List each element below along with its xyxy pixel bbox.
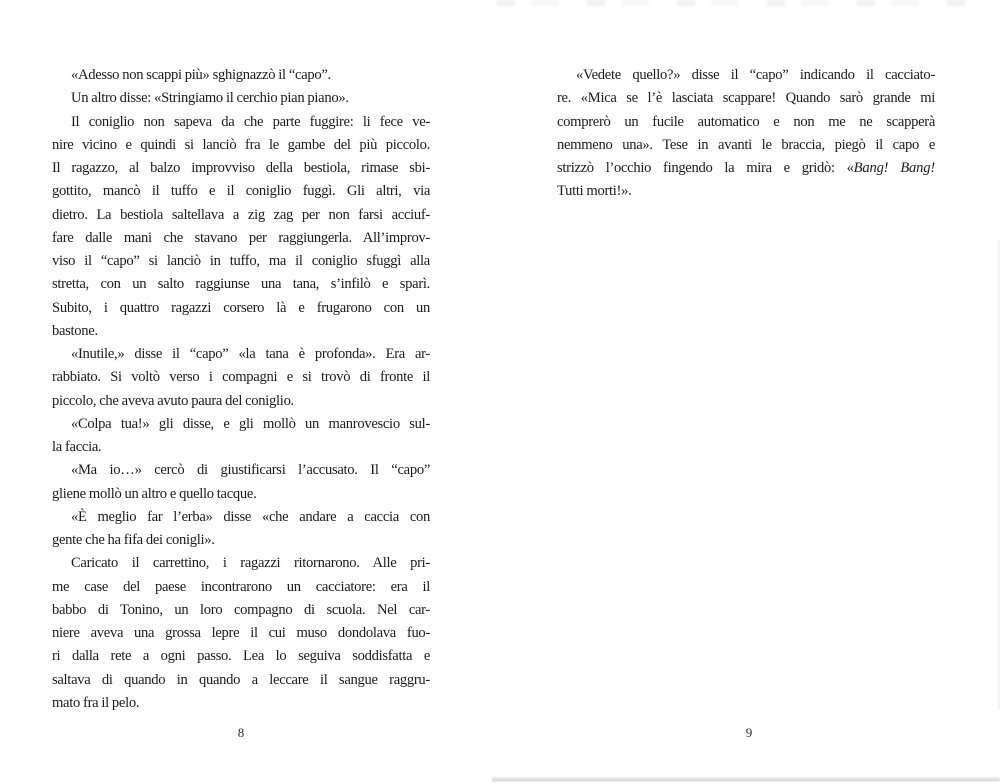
text-line: comprerò un fucile automatico e non me ne scapperà [557, 113, 935, 130]
text-line: me case del paese incontrarono un cacciatore: era il [52, 578, 430, 595]
right-page-text [557, 64, 935, 204]
scan-bleed-artifact [497, 0, 965, 6]
text-line: babbo di Tonino, un loro compagno di scuola. Nel car- [52, 601, 430, 618]
text-line: Il coniglio non sapeva da che parte fuggire: li fece ve- [71, 113, 430, 130]
text-line: mato fra il pelo. [52, 694, 140, 711]
text-line: «Inutile,» disse il “capo” «la tana è profonda». Era ar- [71, 346, 430, 362]
text-line: saltava di quando in quando a leccare il sangue raggru- [52, 671, 430, 688]
text-line: Subito, i quattro ragazzi corsero là e frugarono con un [52, 299, 430, 316]
page-edge-shadow [492, 776, 1000, 782]
text-line: la faccia. [52, 439, 102, 455]
text-line: «Colpa tua!» gli disse, e gli mollò un manrovescio sul- [71, 415, 430, 432]
text-line: gente che ha fifa dei conigli». [52, 532, 215, 548]
text-line: niere aveva una grossa lepre il cui muso dondolava fuo- [52, 625, 430, 641]
text-line: nire vicino e quindi si lanciò fra le gambe del più piccolo. [52, 136, 430, 153]
text-line: «Ma io…» cercò di giustificarsi l’accusato. Il “capo” [71, 462, 430, 479]
text-line: piccolo, che aveva avuto paura del coniglio. [52, 392, 294, 409]
text-line: «Vedete quello?» disse il “capo” indicando il cacciato- [576, 67, 935, 83]
left-page-text [52, 64, 430, 715]
page-number-left: 8 [237, 725, 245, 740]
text-line: ri dalla rete a ogni passo. Lea lo seguiva soddisfatta e [52, 648, 430, 665]
text-line: Caricato il carrettino, i ragazzi ritornarono. Alle pri- [71, 555, 430, 572]
page-number-right: 9 [745, 725, 753, 740]
text-line: strizzò l’occhio fingendo la mira e gridò: «Bang! Bang! [557, 160, 935, 176]
text-line: fare dalle mani che stavano per raggiungerla. All’improv- [52, 229, 430, 246]
text-line: gottito, mancò il tuffo e il coniglio fuggì. Gli altri, via [52, 183, 430, 200]
text-line: «Adesso non scappi più» sghignazzò il “capo”. [71, 67, 331, 83]
text-line: nemmeno una». Tese in avanti le braccia, piegò il capo e [557, 136, 935, 153]
text-line: Tutti morti!». [557, 183, 632, 200]
text-line: rabbiato. Si voltò verso i compagni e si trovò di fronte il [52, 369, 430, 386]
text-line: bastone. [52, 322, 98, 339]
text-line: Un altro disse: «Stringiamo il cerchio pian piano». [71, 90, 349, 107]
text-line: stretta, con un salto raggiunse una tana, s’infilò e sparì. [52, 276, 430, 293]
text-line: gliene mollò un altro e quello tacque. [52, 485, 257, 502]
text-line: viso il “capo” si lanciò in tuffo, ma il coniglio sfuggì alla [52, 253, 430, 269]
text-line: re. «Mica se l’è lasciata scappare! Quando sarò grande mi [557, 90, 935, 107]
text-line: Il ragazzo, al balzo improvviso della bestiola, rimase sbi- [52, 160, 430, 176]
text-line: dietro. La bestiola saltellava a zig zag per non farsi acciuf- [52, 206, 430, 223]
text-line: «È meglio far l’erba» disse «che andare a caccia con [71, 508, 430, 525]
